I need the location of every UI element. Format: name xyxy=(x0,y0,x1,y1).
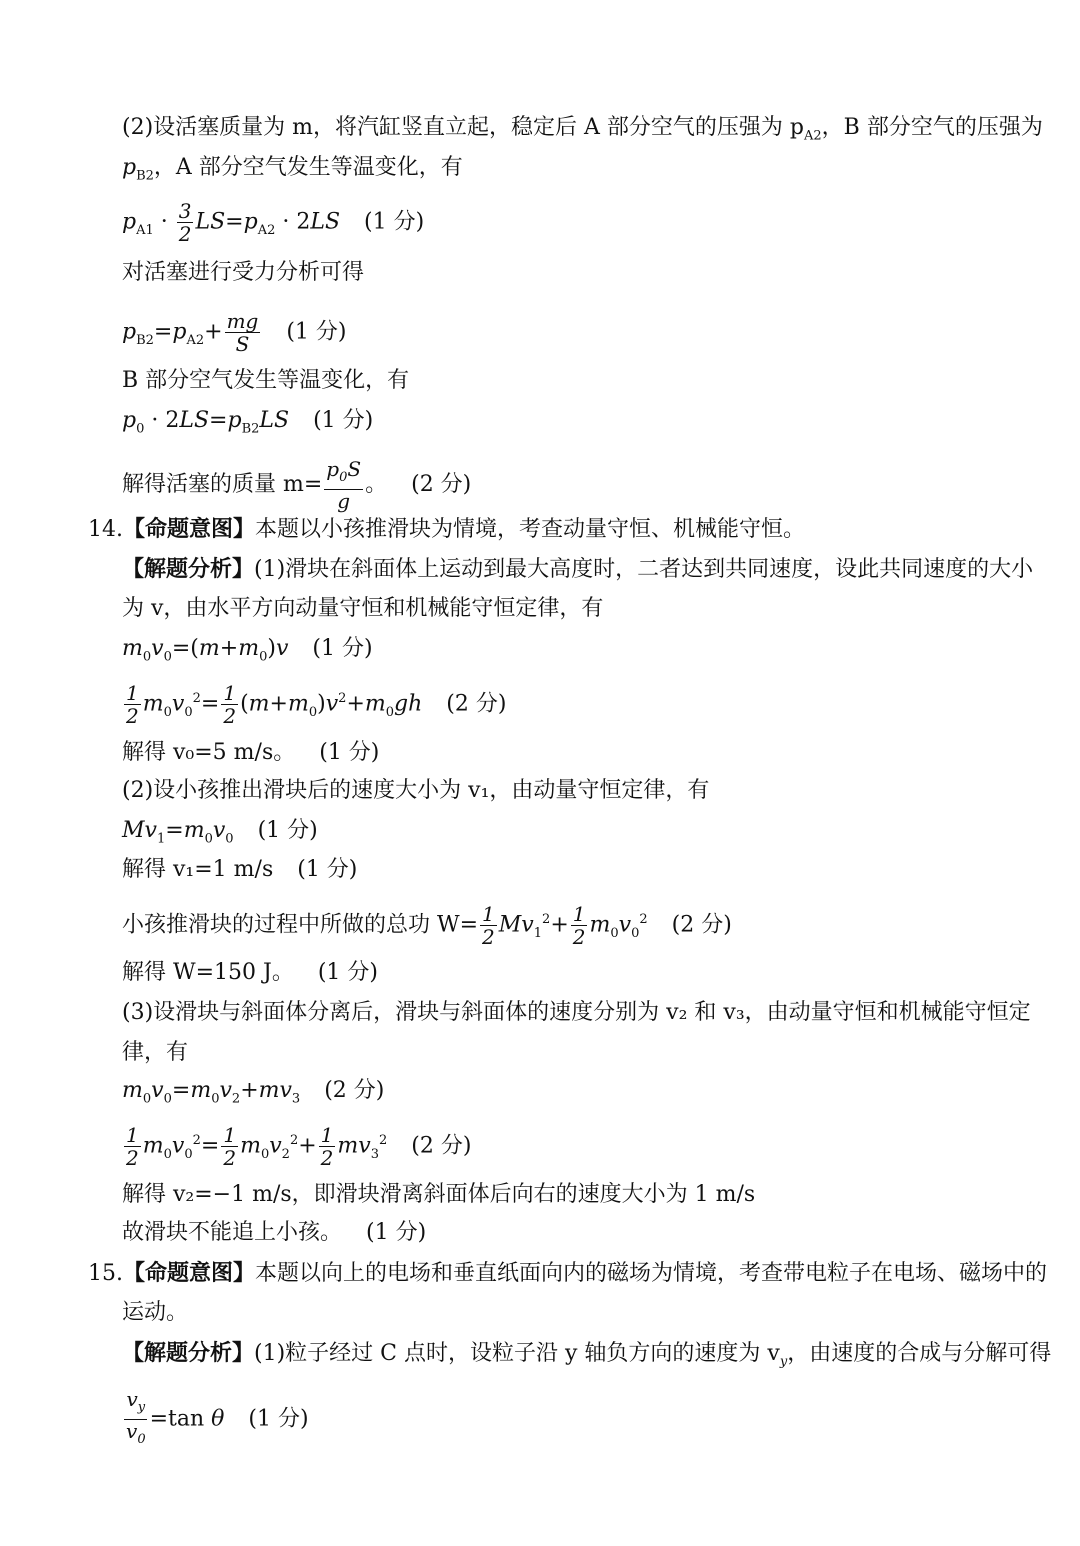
q14-analysis-line1: 【解题分析】(1)滑块在斜面体上运动到最大高度时，二者达到共同速度，设此共同速度的大小 xyxy=(122,556,1034,582)
equation-momentum: $m_0v_0=(m+m_0)v$ (1 分) xyxy=(122,636,373,665)
q14-part3-line2: 律，有 xyxy=(122,1040,189,1065)
q14-work-equation: 小孩推滑块的过程中所做的总功 W= $\frac{1}{2}$ $Mv_1^2+$ $\frac{1}{2}$ $m_0v_0^2$ (2 分) xyxy=(122,902,732,949)
q14-solution3: 解得 W=150 J。 (1 分) xyxy=(122,960,379,985)
piston-mass-result: 解得活塞的质量 m= $\frac{p_0S}{g}$ 。 (2 分) xyxy=(122,457,472,513)
equation-a-isothermal: $p_{A1}$ · $\frac{3}{2}$ $LS=p_{A2} \cdot 2LS$ (1 分) xyxy=(122,199,425,246)
equation-separation-energy: $\frac{1}{2}$ $m_0v_0^2=$ $\frac{1}{2}$ $m_0v_2^2+$ $\frac{1}{2}$ $mv_3^2$ (2 分) xyxy=(126,1123,472,1170)
q14-analysis-line2: 为 v，由水平方向动量守恒和机械能守恒定律，有 xyxy=(122,596,604,621)
q15-intent-line2: 运动。 xyxy=(122,1300,189,1325)
equation-energy: $\frac{1}{2}$ $m_0v_0^2=$ $\frac{1}{2}$ $(m+m_0)v^2+m_0gh$ (2 分) xyxy=(126,681,507,728)
equation-force-balance: $p_{B2}=p_{A2}+$ $\frac{mg}{S}$ (1 分) xyxy=(122,309,347,356)
equation-push-momentum: $Mv_1=m_0v_0$ (1 分) xyxy=(122,818,318,847)
force-analysis-text: 对活塞进行受力分析可得 xyxy=(122,260,365,285)
q14-part2: (2)设小孩推出滑块后的速度大小为 v₁，由动量守恒定律，有 xyxy=(122,778,710,803)
q14-conclusion: 故滑块不能追上小孩。 (1 分) xyxy=(122,1220,427,1245)
q14-part3-line1: (3)设滑块与斜面体分离后，滑块与斜面体的速度分别为 v₂ 和 v₃，由动量守恒和机械能守恒定 xyxy=(122,1000,1031,1025)
equation-b-isothermal: $p_0 \cdot 2LS=p_{B2}LS$ (1 分) xyxy=(122,408,374,437)
q14-solution4: 解得 v₂=−1 m/s，即滑块滑离斜面体后向右的速度大小为 1 m/s xyxy=(122,1182,756,1207)
q15-analysis-line1: 【解题分析】(1)粒子经过 C 点时，设粒子沿 y 轴负方向的速度为 $v_y$，由速度的合成与分解可得 xyxy=(122,1340,1052,1370)
b-isothermal-text: B 部分空气发生等温变化，有 xyxy=(122,368,410,393)
equation-tan-theta: $\frac{v_y}{v_0}$ =tan θ (1 分) xyxy=(126,1387,309,1447)
part2-intro-line2: $p_{B2}$，A 部分空气发生等温变化，有 xyxy=(122,155,463,184)
part2-intro-line1: (2)设活塞质量为 m，将汽缸竖直立起，稳定后 A 部分空气的压强为 $p_{A2}$，B 部分空气的压强为 xyxy=(122,115,1043,144)
q14-solution1: 解得 v₀=5 m/s。 (1 分) xyxy=(122,740,380,765)
q14-intent: 14.【命题意图】本题以小孩推滑块为情境，考查动量守恒、机械能守恒。 xyxy=(88,516,806,542)
q14-solution2: 解得 v₁=1 m/s (1 分) xyxy=(122,857,358,882)
q15-intent-line1: 15.【命题意图】本题以向上的电场和垂直纸面向内的磁场为情境，考查带电粒子在电场、磁场中的 xyxy=(88,1260,1048,1286)
equation-separation-momentum: $m_0v_0=m_0v_2+mv_3$ (2 分) xyxy=(122,1078,385,1107)
